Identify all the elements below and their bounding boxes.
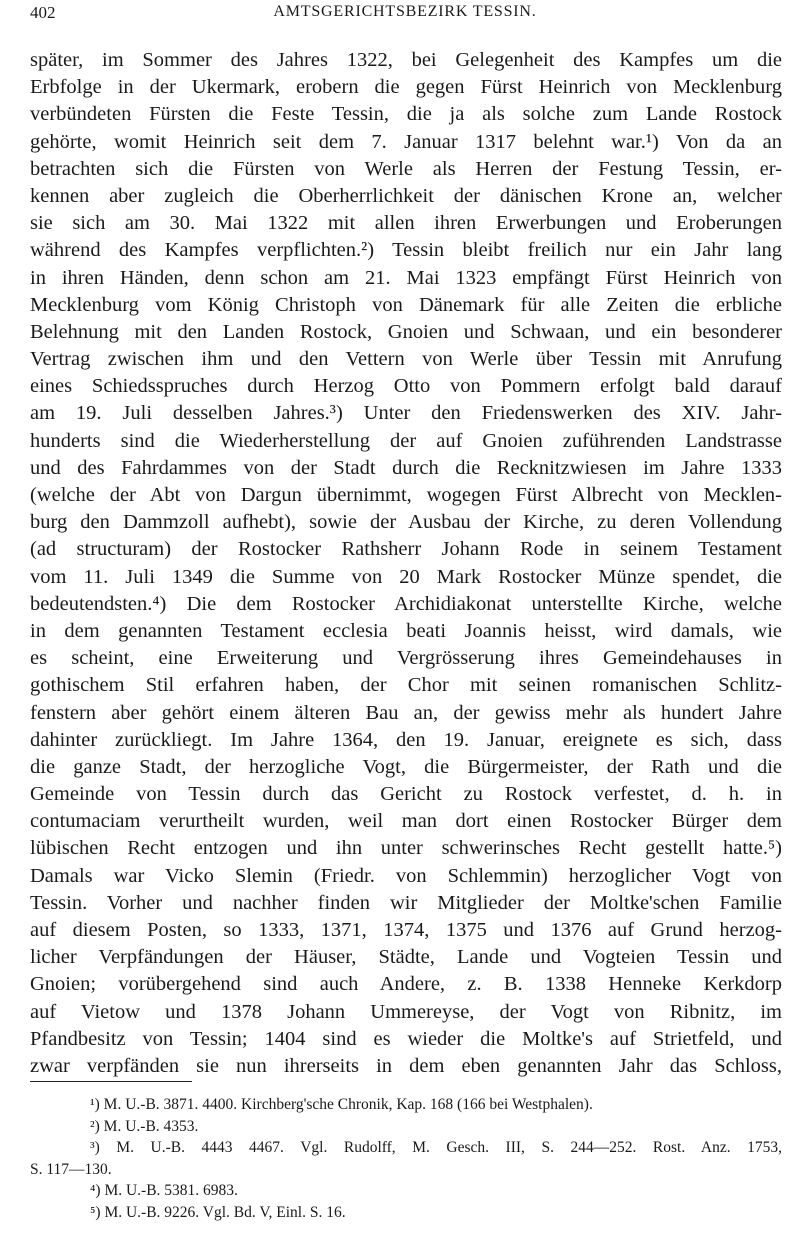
text-line: (welche der Abt von Dargun übernimmt, wogegen Fürst Albrecht von Mecklen- xyxy=(30,484,782,506)
footnote: ³) M. U.-B. 4443 4467. Vgl. Rudolff, M. Gesch. III, S. 244—252. Rost. Anz. 1753, xyxy=(90,1139,782,1157)
footnote: ²) M. U.-B. 4353. xyxy=(90,1117,199,1135)
footnote-divider xyxy=(30,1081,192,1082)
text-line: Gemeinde von Tessin durch das Gericht zu Rostock verfestet, d. h. in xyxy=(30,783,782,806)
text-line: Gnoien; vorübergehend sind auch Andere, z. B. 1338 Henneke Kerkdorp xyxy=(30,973,782,996)
text-line: fenstern aber gehört einem älteren Bau an, der gewiss mehr als hundert Jahre xyxy=(30,701,782,724)
text-line: betrachten sich die Fürsten von Werle als Herren der Festung Tessin, er- xyxy=(30,157,782,180)
text-line: Vertrag zwischen ihm und den Vettern von Werle über Tessin mit Anrufung xyxy=(30,348,782,371)
text-line: (ad structuram) der Rostocker Rathsherr Johann Rode in seinem Testament xyxy=(30,538,782,561)
text-line: auf diesem Posten, so 1333, 1371, 1374, 1375 und 1376 auf Grund herzog- xyxy=(30,919,782,941)
footnote: ⁴) M. U.-B. 5381. 6983. xyxy=(90,1182,238,1200)
text-line: Mecklenburg vom König Christoph von Dänemark für alle Zeiten die erbliche xyxy=(30,293,782,316)
text-line: burg den Dammzoll aufhebt), sowie der Ausbau der Kirche, zu deren Vollendung xyxy=(30,511,782,534)
text-line: vom 11. Juli 1349 die Summe von 20 Mark Rostocker Münze spendet, die xyxy=(30,565,782,588)
text-line: lübischen Recht entzogen und ihn unter schwerinsches Recht gestellt hatte.⁵) xyxy=(30,837,782,860)
text-line: bedeutendsten.⁴) Die dem Rostocker Archidiakonat unterstellte Kirche, welche xyxy=(30,592,782,615)
footnote: ¹) M. U.-B. 3871. 4400. Kirchberg'sche Chronik, Kap. 168 (166 bei Westphalen). xyxy=(90,1096,593,1113)
text-line: sie sich am 30. Mai 1322 mit allen ihren Erwerbungen und Eroberungen xyxy=(30,212,782,235)
text-line: Pfandbesitz von Tessin; 1404 sind es wieder die Moltke's auf Strietfeld, und xyxy=(30,1027,782,1050)
page-number: 402 xyxy=(30,3,56,22)
page-header xyxy=(30,3,780,27)
text-line: die ganze Stadt, der herzogliche Vogt, die Bürgermeister, der Rath und die xyxy=(30,755,782,778)
text-line: verbündeten Fürsten die Feste Tessin, die ja als solche zum Lande Rostock xyxy=(30,103,782,126)
text-line: eines Schiedsspruches durch Herzog Otto von Pommern erfolgt bald darauf xyxy=(30,375,782,398)
footnote: ⁵) M. U.-B. 9226. Vgl. Bd. V, Einl. S. 16. xyxy=(90,1203,346,1221)
text-line: licher Verpfändungen der Häuser, Städte, Lande und Vogteien Tessin und xyxy=(30,946,782,969)
text-line: contumaciam verurtheilt wurden, weil man dort einen Rostocker Bürger dem xyxy=(30,810,782,833)
text-line: es scheint, eine Erweiterung und Vergrösserung ihres Gemeindehauses in xyxy=(30,647,782,670)
running-head: AMTSGERICHTSBEZIRK TESSIN. xyxy=(273,3,537,20)
text-line: Erbfolge in der Ukermark, erobern die gegen Fürst Heinrich von Mecklenburg xyxy=(30,76,782,99)
text-line: Tessin. Vorher und nachher finden wir Mitglieder der Moltke'schen Familie xyxy=(30,891,782,914)
text-line: gehörte, womit Heinrich seit dem 7. Januar 1317 belehnt war.¹) Von da an xyxy=(30,130,782,153)
text-line: Belehnung mit den Landen Rostock, Gnoien und Schwaan, und ein besonderer xyxy=(30,320,782,343)
text-line: während des Kampfes verpflichten.²) Tessin bleibt freilich nur ein Jahr lang xyxy=(30,239,782,262)
text-line: zwar verpfänden sie nun ihrerseits in dem eben genannten Jahr das Schloss, xyxy=(30,1054,782,1077)
text-line: dahinter zurückliegt. Im Jahre 1364, den 19. Januar, ereignete es sich, dass xyxy=(30,728,782,751)
text-line: später, im Sommer des Jahres 1322, bei Gelegenheit des Kampfes um die xyxy=(30,49,782,71)
text-line: in dem genannten Testament ecclesia beati Joannis heisst, wird damals, wie xyxy=(30,619,782,642)
text-line: kennen aber zugleich die Oberherrlichkeit der dänischen Krone an, welcher xyxy=(30,184,782,207)
text-line: hunderts sind die Wiederherstellung der auf Gnoien zuführenden Landstrasse xyxy=(30,429,782,452)
footnotes xyxy=(30,1094,782,1224)
text-line: Damals war Vicko Slemin (Friedr. von Schlemmin) herzoglicher Vogt von xyxy=(30,864,782,887)
text-line: am 19. Juli desselben Jahres.³) Unter den Friedenswerken des XIV. Jahr- xyxy=(30,402,782,425)
text-line: gothischem Stil erfahren haben, der Chor mit seinen romanischen Schlitz- xyxy=(30,674,782,697)
footnote-continuation: S. 117—130. xyxy=(30,1160,112,1178)
text-line: in ihren Händen, denn schon am 21. Mai 1323 empfängt Fürst Heinrich von xyxy=(30,266,782,289)
body-text xyxy=(30,47,782,1080)
text-line: auf Vietow und 1378 Johann Ummereyse, der Vogt von Ribnitz, im xyxy=(30,1000,782,1023)
text-line: und des Fahrdammes von der Stadt durch die Recknitzwiesen im Jahre 1333 xyxy=(30,456,782,479)
